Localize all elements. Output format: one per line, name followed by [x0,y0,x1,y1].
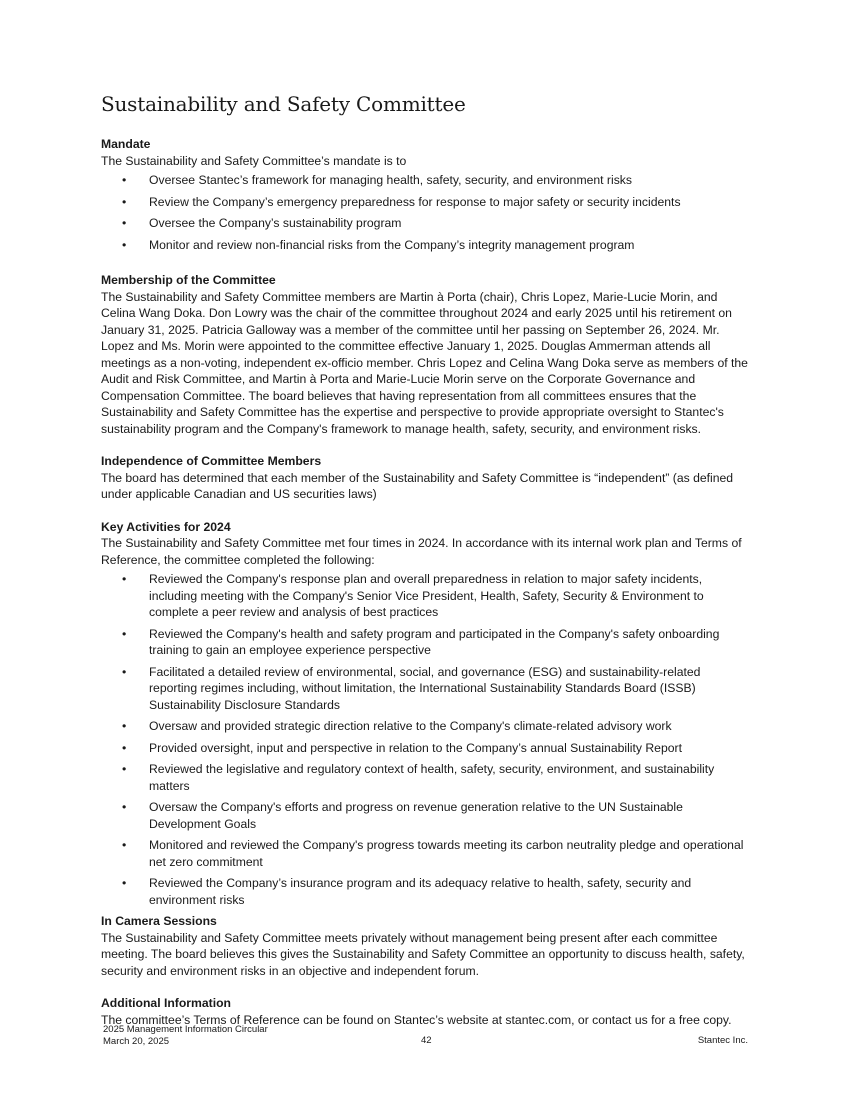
activity-item: • Reviewed the Company's response plan and overall preparedness in relation to major safety incidents, including meeting with the Company's Senior Vice President, Health, Safety, Security & Environment to complete a peer review and analysis of best practices [122,572,704,619]
membership-heading: Membership of the Committee [101,273,276,287]
document-page [101,92,751,1028]
activity-item: • Monitored and reviewed the Company's progress towards meeting its carbon neutrality pledge and operational net zero commitment [122,838,744,869]
independence-heading: Independence of Committee Members [101,454,322,468]
bullet-icon: • [122,216,127,230]
mandate-heading: Mandate [101,137,151,151]
mandate-item: • Oversee Stantec’s framework for managing health, safety, security, and environment risks [122,173,632,187]
membership-text: The Sustainability and Safety Committee members are Martin à Porta (chair), Chris Lopez, Marie-Lucie Morin, and Celina Wang Doka. Don Lowry was the chair of the committee throughout 2024 and early 2025 until his retirement on January 31, 2025. Patricia Galloway was a member of the committee until her passing on September 26, 2024. Mr. Lopez and Ms. Morin were appointed to the committee effective January 1, 2025. Douglas Ammerman attends all meetings as a non-voting, independent ex-officio member. Chris Lopez and Celina Wang Doka serve as members of the Audit and Risk Committee, and Martin à Porta and Marie-Lucie Morin serve on the Corporate Governance and Compensation Committee. The board believes that having representation from all committees ensures that the Sustainability and Safety Committee has the expertise and perspective to provide appropriate oversight to Stantec's sustainability program and the Company's framework to manage health, safety, security, and environment risks. [101,289,748,436]
activity-item: • Facilitated a detailed review of environmental, social, and governance (ESG) and sustainability-related reporting regimes including, without limitation, the International Sustainability Standards Board (ISSB) Sustainability Disclosure Standards [122,664,701,712]
bullet-icon: • [122,740,127,755]
bullet-icon: • [122,194,127,209]
activity-item: • Reviewed the legislative and regulatory context of health, safety, security, environment, and sustainability matters [122,762,715,793]
activities-list [101,571,751,908]
bullet-icon: • [122,876,127,890]
bullet-icon: • [122,237,127,252]
activities-heading: Key Activities for 2024 [101,519,231,534]
independence-section [101,453,751,503]
camera-heading: In Camera Sessions [101,914,217,928]
bullet-icon: • [122,572,127,586]
membership-section [101,272,751,437]
activity-item: • Oversaw and provided strategic direction relative to the Company's climate-related advisory work [122,719,672,733]
bullet-icon: • [122,838,127,852]
activities-section [101,519,751,909]
bullet-icon: • [122,800,127,814]
mandate-intro: The Sustainability and Safety Committee’s mandate is to [101,153,407,168]
footer-document-info [103,1024,268,1047]
mandate-section [101,136,751,253]
mandate-list [101,172,751,253]
activity-item: • Oversaw the Company's efforts and progress on revenue generation relative to the UN Sustainable Development Goals [122,800,683,831]
bullet-icon: • [122,664,127,679]
independence-text: The board has determined that each member of the Sustainability and Safety Committee is “independent” (as defined under applicable Canadian and US securities laws) [101,470,734,501]
additional-heading: Additional Information [101,996,231,1010]
activity-item: • Provided oversight, input and perspective in relation to the Company’s annual Sustainability Report [122,740,682,755]
bullet-icon: • [122,626,127,641]
camera-section [101,913,751,979]
footer-date: March 20, 2025 [103,1035,170,1047]
bullet-icon: • [122,762,127,776]
activity-item: • Reviewed the Company’s insurance program and its adequacy relative to health, safety, security and environment risks [122,876,692,907]
page-title: Sustainability and Safety Committee [101,92,466,116]
footer-doc-title: 2025 Management Information Circular [103,1024,268,1035]
activity-item: • Reviewed the Company's health and safety program and participated in the Company's safety onboarding training to gain an employee experience perspective [122,626,720,657]
bullet-icon: • [122,173,127,187]
additional-text: The committee’s Terms of Reference can be found on Stantec’s website at stantec.com, or contact us for a free copy. [101,1012,732,1027]
camera-text: The Sustainability and Safety Committee meets privately without management being present after each committee meeting. The board believes this gives the Sustainability and Safety Committee an opportunity to discuss health, safety, security and environment risks in an objective and independent forum. [101,930,745,978]
mandate-item: • Monitor and review non-financial risks from the Company’s integrity management program [122,237,635,252]
mandate-item: • Review the Company’s emergency preparedness for response to major safety or security incidents [122,194,681,209]
activities-intro: The Sustainability and Safety Committee met four times in 2024. In accordance with its internal work plan and Terms of Reference, the committee completed the following: [101,536,742,567]
footer-company: Stantec Inc. [697,1035,748,1046]
bullet-icon: • [122,719,127,733]
mandate-item: • Oversee the Company’s sustainability program [122,216,402,230]
footer-page-number: 42 [421,1035,432,1046]
